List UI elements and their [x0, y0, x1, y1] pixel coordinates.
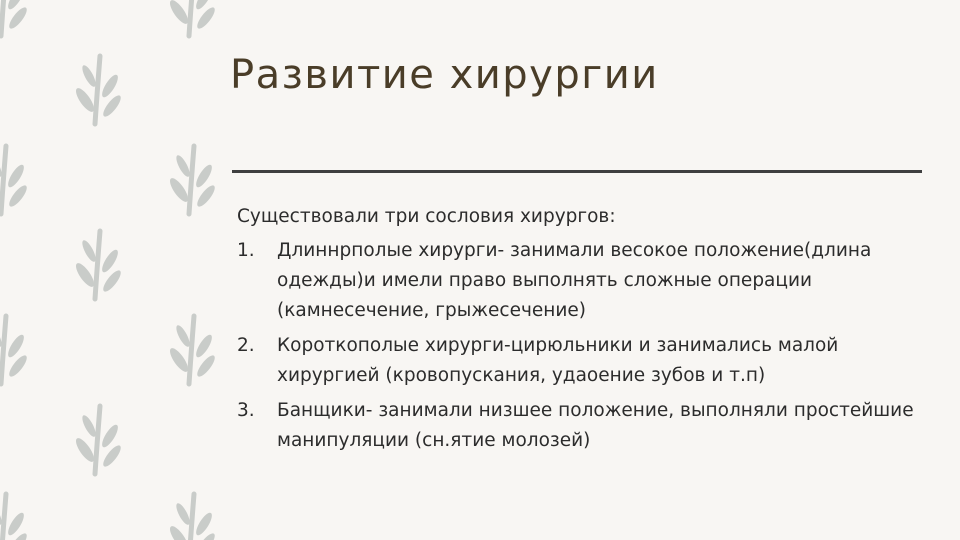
leaf-sprig-icon: [167, 146, 218, 214]
leaf-sprig-icon: [73, 56, 124, 124]
numbered-list: [237, 236, 927, 456]
leaf-sprig-icon: [73, 231, 124, 299]
leaf-sprig-icon: [167, 0, 218, 36]
leaf-sprig-icon: [0, 0, 30, 36]
list-number: 2.: [237, 335, 255, 356]
leaf-pattern-decoration: [0, 0, 230, 540]
list-item-text: Короткополые хирурги-цирюльники и занимались малой хирургией (кровопускания, удаоение зубов и т.п): [277, 335, 839, 386]
list-item: [237, 331, 927, 391]
slide-body: [237, 202, 927, 461]
list-item: [237, 236, 927, 326]
slide-title: Развитие хирургии: [230, 52, 659, 98]
leaf-sprig-icon: [167, 316, 218, 384]
leaf-sprig-icon: [0, 146, 30, 214]
leaf-sprig-icon: [73, 406, 124, 474]
title-divider: [232, 170, 922, 173]
list-item-text: Длиннрполые хирурги- занимали весокое положение(длина одежды)и имели право выполнять сложные операции (камнесечение, грыжесечение): [277, 240, 872, 321]
intro-text: Существовали три сословия хирургов:: [237, 206, 616, 227]
leaf-sprig-icon: [0, 494, 30, 540]
list-item-text: Банщики- занимали низшее положение, выполняли простейшие манипуляции (сн.ятие молозей): [277, 400, 914, 451]
leaf-sprig-icon: [167, 494, 218, 540]
leaf-sprig-icon: [0, 316, 30, 384]
list-item: [237, 396, 927, 456]
list-number: 1.: [237, 240, 255, 261]
list-number: 3.: [237, 400, 255, 421]
